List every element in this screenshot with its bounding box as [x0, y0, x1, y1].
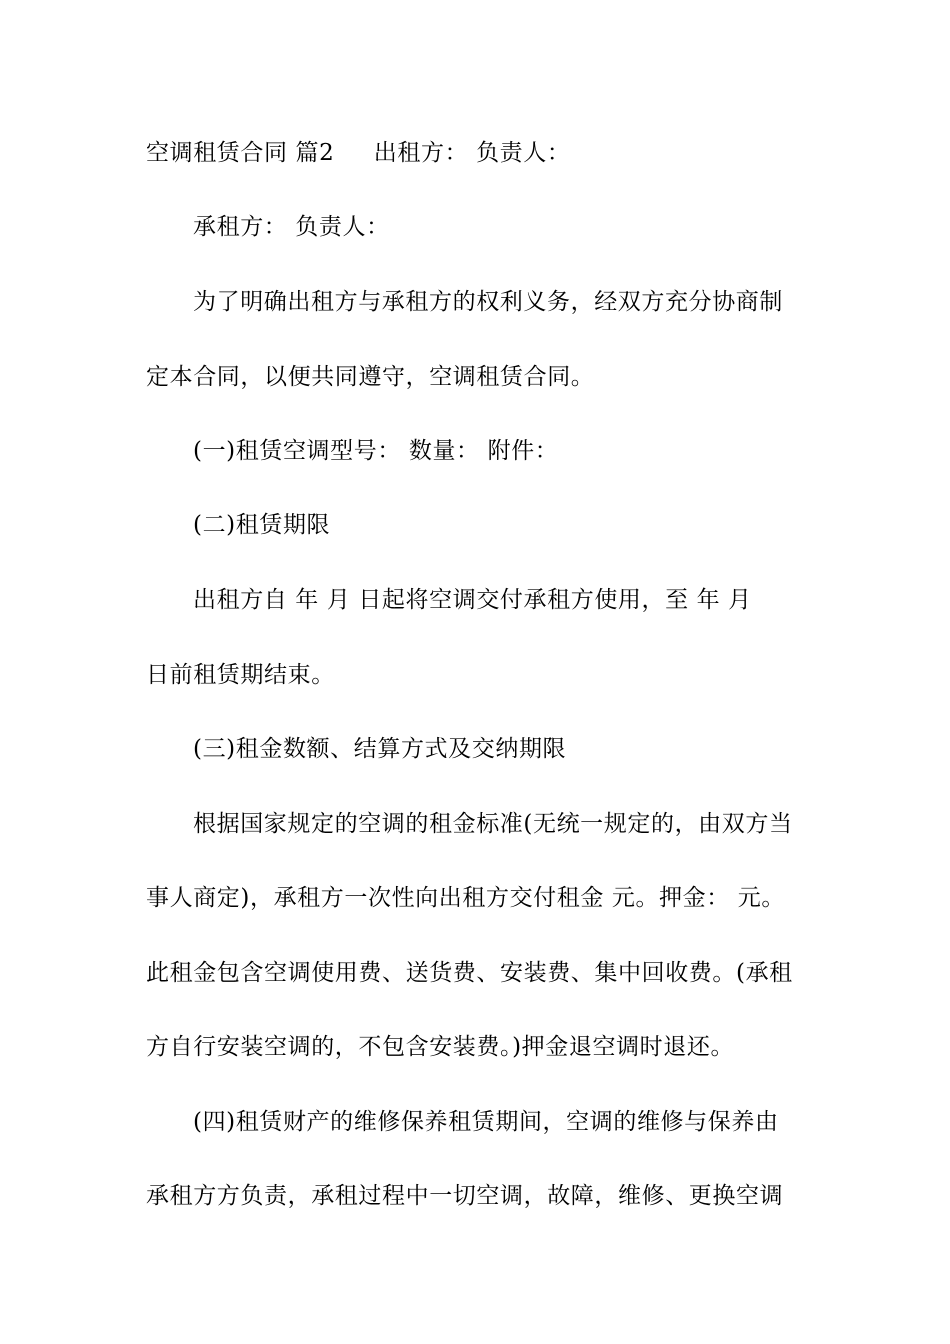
section-2-heading: (二)租赁期限	[193, 512, 331, 538]
lease-period-line-1: 出租方自 年 月 日起将空调交付承租方使用，至 年 月	[193, 587, 752, 613]
lease-period-line-2: 日前租赁期结束。	[146, 662, 335, 688]
paragraph-purpose-line-2: 定本合同，以便共同遵守，空调租赁合同。	[146, 364, 595, 390]
rent-line-3: 此租金包含空调使用费、送货费、安装费、集中回收费。(承租	[146, 960, 793, 986]
lessee-line: 承租方： 负责人：	[193, 214, 390, 240]
section-4-line-2: 承租方方负责，承租过程中一切空调，故障，维修、更换空调	[146, 1183, 784, 1209]
section-1-heading: (一)租赁空调型号： 数量： 附件：	[193, 438, 559, 464]
rent-line-4: 方自行安装空调的，不包含安装费。)押金退空调时退还。	[146, 1034, 735, 1060]
rent-line-1: 根据国家规定的空调的租金标准(无统一规定的，由双方当	[193, 811, 793, 837]
paragraph-purpose-line-1: 为了明确出租方与承租方的权利义务，经双方充分协商制	[193, 289, 783, 315]
section-4-line-1: (四)租赁财产的维修保养租赁期间，空调的维修与保养由	[193, 1109, 779, 1135]
rent-line-2: 事人商定)，承租方一次性向出租方交付租金 元。押金： 元。	[146, 885, 785, 911]
contract-title-line: 空调租赁合同 篇2 出租方： 负责人：	[146, 140, 571, 166]
section-3-heading: (三)租金数额、结算方式及交纳期限	[193, 736, 567, 762]
